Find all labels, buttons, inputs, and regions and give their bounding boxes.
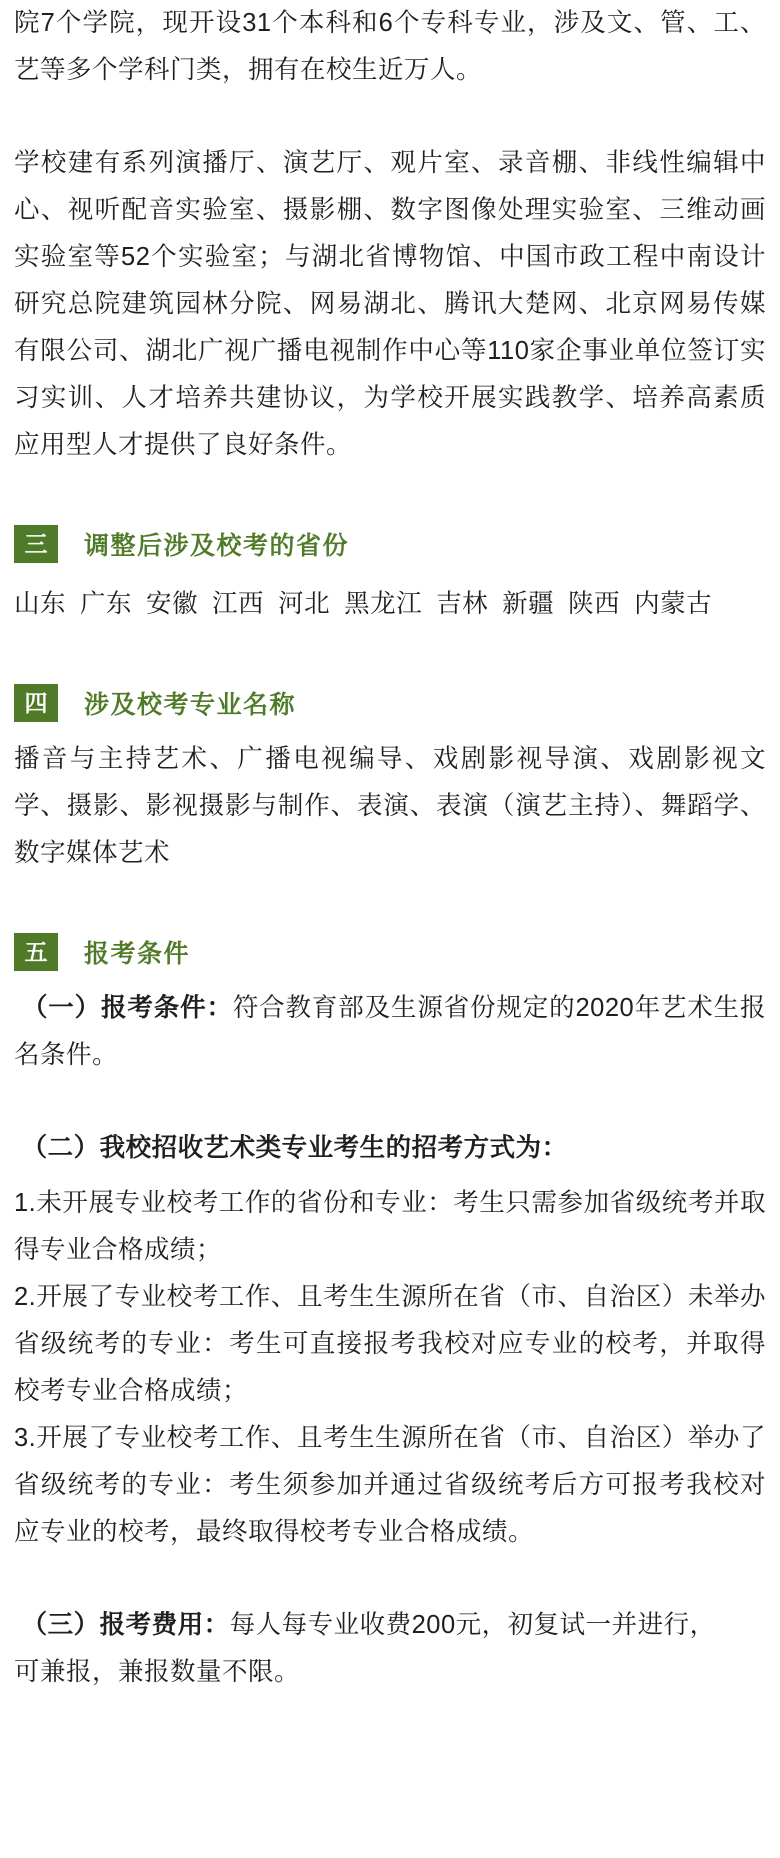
requirement-item-2	[14, 1125, 766, 1172]
province-item: 山东	[14, 590, 67, 618]
requirement-numbered-2: 2.开展了专业校考工作、且考生生源所在省（市、自治区）未举办省级统考的专业：考生可直接报考我校对应专业的校考，并取得校考专业合格成绩；	[14, 1283, 766, 1405]
requirement-item-1-text: 符合教育部及生源省份规定的2020年艺术生报名条件。	[14, 994, 766, 1069]
fee-continuation: 可兼报，兼报数量不限。	[14, 1658, 301, 1686]
province-item: 陕西	[568, 590, 621, 618]
spacer	[14, 628, 766, 684]
province-item: 河北	[278, 590, 331, 618]
spacer	[14, 877, 766, 933]
intro-paragraph-2: 学校建有系列演播厅、演艺厅、观片室、录音棚、非线性编辑中心、视听配音实验室、摄影棚、数字图像处理实验室、三维动画实验室等52个实验室；与湖北省博物馆、中国市政工程中南设计研究总院建筑园林分院、网易湖北、腾讯大楚网、北京网易传媒有限公司、湖北广视广播电视制作中心等110家企事业单位签订实习实训、人才培养共建协议，为学校开展实践教学、培养高素质应用型人才提供了良好条件。	[14, 149, 766, 459]
requirement-item-1-label: （一）报考条件：	[21, 994, 233, 1022]
fee-continuation-clipped	[14, 1649, 766, 1686]
fee-item	[14, 1602, 766, 1649]
section-heading-5	[14, 933, 766, 971]
intro-paragraph-1: 院7个学院，现开设31个本科和6个专科专业，涉及文、管、工、艺等多个学科门类，拥有在校生近万人。	[14, 9, 766, 84]
section-heading-4	[14, 684, 766, 722]
province-item: 江西	[212, 590, 265, 618]
fee-item-label: （三）报考费用：	[21, 1611, 230, 1639]
spacer	[14, 971, 766, 985]
section-number-badge: 四	[14, 684, 58, 722]
spacer	[14, 469, 766, 525]
section-title: 报考条件	[84, 940, 191, 968]
spacer	[14, 1556, 766, 1602]
province-item: 新疆	[502, 590, 555, 618]
fee-item-text: 每人每专业收费200元，初复试一并进行，	[229, 1611, 716, 1639]
spacer	[14, 563, 766, 581]
province-list	[14, 581, 766, 628]
requirement-numbered-1: 1.未开展专业校考工作的省份和专业：考生只需参加省级统考并取得专业合格成绩；	[14, 1189, 766, 1264]
spacer	[14, 94, 766, 140]
province-item: 广东	[80, 590, 133, 618]
province-item: 内蒙古	[634, 590, 713, 618]
requirement-numbered-3: 3.开展了专业校考工作、且考生生源所在省（市、自治区）举办了省级统考的专业：考生须参加并通过省级统考后方可报考我校对应专业的校考，最终取得校考专业合格成绩。	[14, 1424, 766, 1546]
province-item: 吉林	[436, 590, 489, 618]
spacer	[14, 722, 766, 736]
province-item: 黑龙江	[344, 590, 423, 618]
spacer	[14, 1079, 766, 1125]
section-number-badge: 三	[14, 525, 58, 563]
requirement-item-1	[14, 985, 766, 1079]
spacer	[14, 1172, 766, 1180]
requirement-item-2-label: （二）我校招收艺术类专业考生的招考方式为：	[21, 1134, 568, 1162]
majors-paragraph: 播音与主持艺术、广播电视编导、戏剧影视导演、戏剧影视文学、摄影、影视摄影与制作、表演、表演（演艺主持）、舞蹈学、数字媒体艺术	[14, 745, 766, 867]
section-heading-3	[14, 525, 766, 563]
section-number-badge: 五	[14, 933, 58, 971]
province-item: 安徽	[146, 590, 199, 618]
section-title: 调整后涉及校考的省份	[84, 532, 350, 560]
section-title: 涉及校考专业名称	[84, 691, 297, 719]
